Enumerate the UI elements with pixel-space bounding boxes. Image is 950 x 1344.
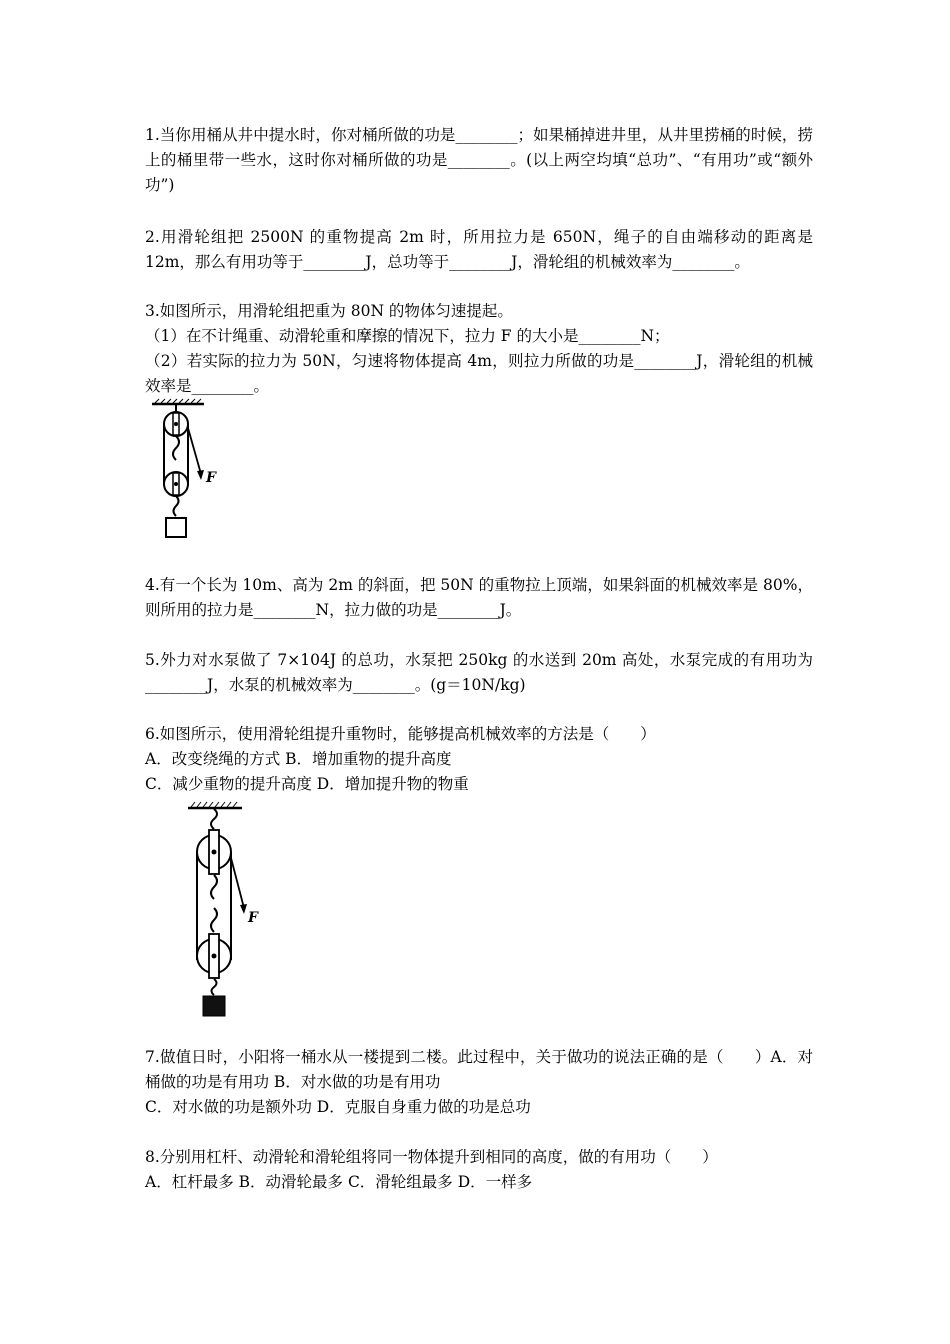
question-text: 1.当你用桶从井中提水时，你对桶所做的功是________；如果桶掉进井里，从井里捞桶的时候，捞上的桶里带一些水，这时你对桶所做的功是________。(以上两空均填“总功”、“有用功”或“额外功”) — [145, 126, 813, 194]
question-text: 6.如图所示，使用滑轮组提升重物时，能够提高机械效率的方法是（ ） — [145, 725, 656, 743]
pulley-diagram-2 — [178, 800, 268, 1022]
pulley-diagram-1 — [146, 398, 226, 546]
question-5 — [145, 648, 813, 698]
pulley-figure-1 — [146, 398, 226, 546]
question-text: 8.分别用杠杆、动滑轮和滑轮组将同一物体提升到相同的高度，做的有用功（ ） — [145, 1148, 718, 1166]
question-3 — [145, 299, 813, 399]
question-7 — [145, 1045, 813, 1120]
force-label: F — [206, 470, 216, 486]
question-text: 4.有一个长为 10m、高为 2m 的斜面，把 50N 的重物拉上顶端，如果斜面的机械效率是 80%，则所用的拉力是________N，拉力做的功是________J。 — [145, 576, 813, 619]
force-label: F — [248, 910, 258, 926]
question-4 — [145, 573, 813, 623]
pulley-figure-2 — [178, 800, 268, 1022]
answer-options: C．对水做的功是额外功 D．克服自身重力做的功是总功 — [145, 1098, 531, 1116]
question-text: 5.外力对水泵做了 7×104J 的总功，水泵把 250kg 的水送到 20m 高处，水泵完成的有用功为________J，水泵的机械效率为________。(g＝10N/kg) — [145, 651, 813, 694]
question-text: 2.用滑轮组把 2500N 的重物提高 2m 时，所用拉力是 650N，绳子的自由端移动的距离是 12m，那么有用功等于________J，总功等于________J，滑轮组的机械效率为________。 — [145, 228, 813, 271]
question-text: 3.如图所示，用滑轮组把重为 80N 的物体匀速提起。 — [145, 302, 513, 320]
sub-question: （2）若实际的拉力为 50N，匀速将物体提高 4m，则拉力所做的功是________J，滑轮组的机械效率是________。 — [145, 352, 813, 395]
sub-question: （1）在不计绳重、动滑轮重和摩擦的情况下，拉力 F 的大小是________N； — [145, 327, 670, 345]
question-text: 7.做值日时，小阳将一桶水从一楼提到二楼。此过程中，关于做功的说法正确的是（ ）A．对桶做的功是有用功 B．对水做的功是有用功 — [145, 1048, 813, 1091]
question-2 — [145, 225, 813, 275]
question-1 — [145, 123, 813, 198]
answer-options: A．改变绕绳的方式 B．增加重物的提升高度 — [145, 750, 452, 768]
question-6 — [145, 722, 813, 797]
question-8 — [145, 1145, 813, 1195]
answer-options: C．减少重物的提升高度 D．增加提升物的物重 — [145, 775, 469, 793]
answer-options: A．杠杆最多 B．动滑轮最多 C．滑轮组最多 D．一样多 — [145, 1173, 533, 1191]
